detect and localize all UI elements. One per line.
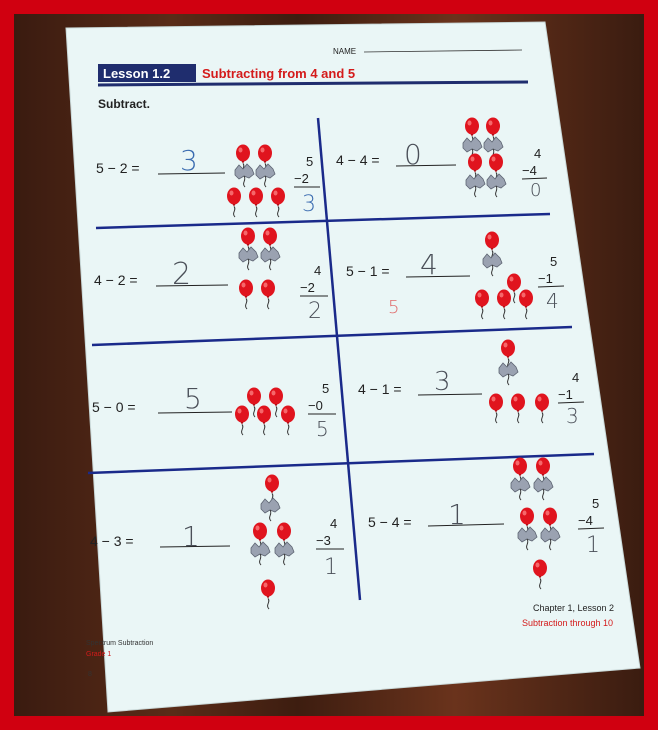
problem-1-expression: 5 − 2 = (96, 160, 140, 176)
problem-7-vertical-answer[interactable]: 1 (324, 555, 338, 580)
problem-3-top: 4 (314, 263, 322, 278)
footer-grade: Grade 1 (86, 651, 112, 658)
problem-4-stray-mark: 5 (388, 297, 400, 318)
lesson-title: Subtracting from 4 and 5 (202, 66, 356, 81)
problem-7-top: 4 (330, 516, 338, 531)
problem-1-vertical-answer[interactable]: 3 (302, 192, 316, 217)
problem-6-subtrahend: −1 (558, 387, 573, 402)
problem-6-expression: 4 − 1 = (358, 381, 402, 397)
problem-1-top: 5 (306, 154, 314, 169)
problem-2-top: 4 (534, 146, 542, 161)
problem-6-vertical-answer[interactable]: 3 (566, 404, 579, 428)
problem-3-expression: 4 − 2 = (94, 272, 138, 288)
problem-3-subtrahend: −2 (300, 280, 315, 295)
problem-4-subtrahend: −1 (538, 271, 553, 286)
problem-4-answer[interactable]: 4 (420, 248, 438, 281)
problem-3-answer[interactable]: 2 (172, 257, 192, 292)
problem-8-answer[interactable]: 1 (448, 498, 466, 531)
problem-6-top: 4 (572, 370, 580, 385)
problem-4-top: 5 (550, 254, 558, 269)
lesson-tag: Lesson 1.2 (103, 66, 171, 81)
problem-7-answer[interactable]: 1 (182, 520, 200, 553)
problem-2-expression: 4 − 4 = (336, 152, 380, 168)
footer-chapter: Chapter 1, Lesson 2 (533, 603, 615, 613)
problem-8-vertical-answer[interactable]: 1 (586, 533, 600, 558)
problem-2-answer[interactable]: 0 (404, 138, 422, 171)
problem-8-top: 5 (592, 496, 600, 511)
problem-5-top: 5 (322, 381, 330, 396)
problem-5-subtrahend: −0 (308, 398, 323, 413)
footer-page-number: 8 (88, 671, 92, 678)
problem-1-answer[interactable]: 3 (180, 144, 198, 177)
problem-5-vertical-answer[interactable]: 5 (316, 417, 329, 441)
problem-8-subtrahend: −4 (578, 513, 593, 528)
name-label: NAME (333, 47, 357, 56)
problem-4-expression: 5 − 1 = (346, 263, 390, 279)
footer-book: Spectrum Subtraction (86, 640, 154, 647)
problem-6-answer[interactable]: 3 (434, 367, 451, 397)
problem-4-vertical-answer[interactable]: 4 (546, 289, 559, 313)
problem-2-vertical-answer[interactable]: 0 (530, 180, 542, 201)
problem-3-vertical-answer[interactable]: 2 (308, 299, 322, 324)
problem-2-subtrahend: −4 (522, 163, 537, 178)
problem-5-expression: 5 − 0 = (92, 399, 136, 415)
problem-5-answer[interactable]: 5 (184, 382, 202, 415)
footer-topic: Subtraction through 10 (522, 618, 614, 628)
problem-1-subtrahend: −2 (294, 171, 309, 186)
instruction-text: Subtract. (98, 97, 151, 111)
problem-8-expression: 5 − 4 = (368, 514, 412, 530)
problem-7-expression: 4 − 3 = (90, 533, 134, 549)
problem-7-subtrahend: −3 (316, 533, 331, 548)
